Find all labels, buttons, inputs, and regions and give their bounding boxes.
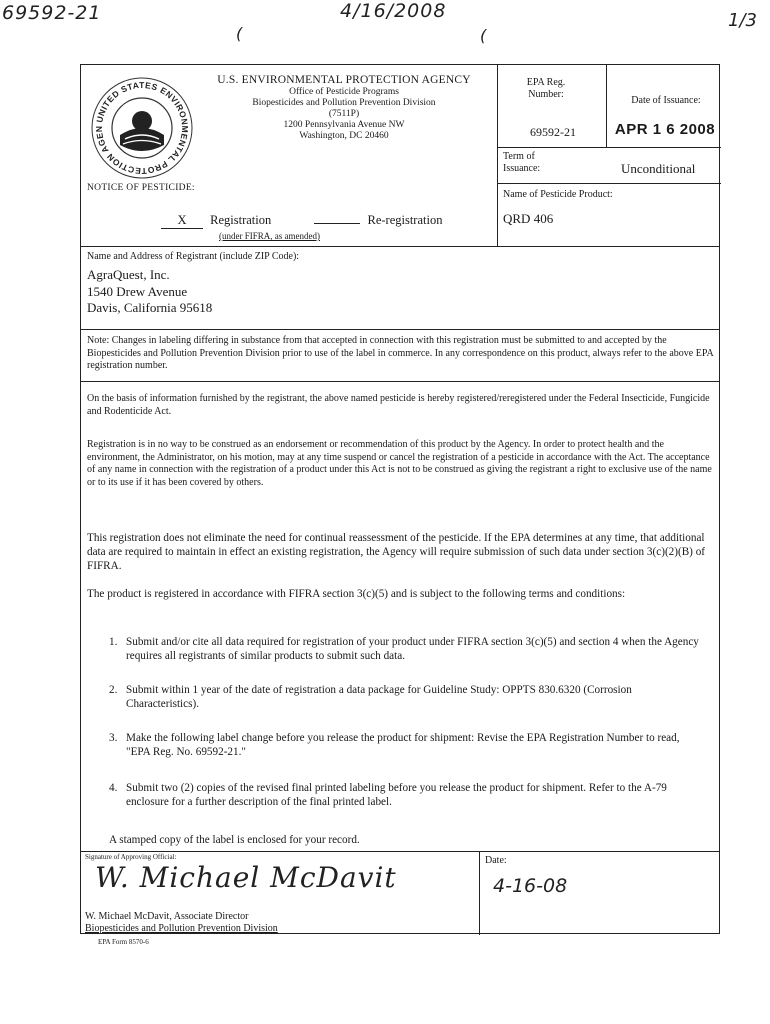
- agency-mailcode: (7511P): [328, 109, 360, 119]
- registrant-address: [87, 267, 212, 317]
- epa-reg-number-value: 69592-21: [530, 125, 576, 139]
- epa-seal-icon: [87, 73, 197, 183]
- rule-note-top: [81, 329, 719, 330]
- registration-checkbox-row: [161, 213, 442, 229]
- header-h-rule-1: [497, 147, 721, 148]
- reregistration-label: Re-registration: [367, 213, 443, 227]
- agency-division: Biopesticides and Pollution Prevention Division: [252, 98, 436, 108]
- date-of-issuance-stamp: APR 1 6 2008: [614, 121, 716, 138]
- labeling-note: Note: Changes in labeling differing in substance from that accepted in connection with this registration must be submitted to and accepted by the Biopesticides and Pollution Prevention Division prior to use of the label in commerce. In any correspondence on this product, always refer to the above EPA registration number.: [87, 335, 714, 371]
- agency-office: Office of Pesticide Programs: [289, 87, 399, 97]
- epa-seal: [87, 73, 197, 183]
- condition-3: [109, 731, 705, 759]
- date-label: Date:: [485, 855, 507, 866]
- notice-of-pesticide-form: [80, 64, 720, 934]
- handwritten-sign-date: 4-16-08: [493, 875, 568, 897]
- notice-label: NOTICE OF PESTICIDE:: [87, 183, 195, 193]
- condition-4-number: 4.: [109, 782, 118, 794]
- registrant-city: Davis, California 95618: [87, 300, 213, 315]
- form-number: EPA Form 8570-6: [98, 938, 149, 946]
- registration-mark: X: [161, 213, 203, 229]
- agency-street: 1200 Pennsylvania Avenue NW: [283, 120, 405, 130]
- condition-4-text: Submit two (2) copies of the revised final printed labeling before you release the product for shipment. Refer to the A-79 enclosure for a further description of the final printed label.: [126, 782, 667, 808]
- signature-label: Signature of Approving Official:: [85, 853, 177, 861]
- terms-intro-paragraph: The product is registered in accordance with FIFRA section 3(c)(5) and is subject to the following terms and conditions:: [87, 588, 626, 600]
- header-h-rule-2: [497, 183, 721, 184]
- handwritten-page-number: 1/3: [728, 10, 757, 31]
- paren-mark-left: (: [236, 24, 243, 43]
- header-mid-divider: [606, 65, 607, 147]
- handwritten-reg-number: 69592-21: [2, 2, 102, 24]
- agency-city: Washington, DC 20460: [299, 131, 389, 141]
- under-fifra-note: (under FIFRA, as amended): [219, 231, 320, 241]
- product-name-label: Name of Pesticide Product:: [503, 189, 613, 200]
- condition-2: [109, 683, 705, 711]
- registrant-street: 1540 Drew Avenue: [87, 283, 188, 299]
- condition-2-number: 2.: [109, 684, 118, 696]
- rule-registrant-top: [81, 246, 719, 247]
- header-right-divider: [497, 65, 498, 246]
- rule-note-bottom: [81, 381, 719, 382]
- registration-basis-paragraph: On the basis of information furnished by the registrant, the above named pesticide is hereby registered/reregistered under the Federal Insecticide, Fungicide and Rodenticide Act.: [87, 393, 710, 417]
- reregistration-blank: [314, 223, 360, 224]
- term-of-issuance-value: Unconditional: [621, 161, 696, 176]
- endorsement-disclaimer-paragraph: Registration is in no way to be construed as an endorsement or recommendation of this product by the Agency. In order to protect health and the environment, the Administrator, on his motion, may at any time suspend or cancel the registration of a pesticide in accordance with the Act. The acceptance of any name in connection with the registration of a product under this Act is not to be construed as giving the registrant a right to exclusive use of the name or to its use if it has been covered by others.: [87, 439, 712, 488]
- epa-reg-number-label: EPA Reg. Number:: [526, 77, 566, 100]
- rule-signature-top: [81, 851, 719, 852]
- condition-3-number: 3.: [109, 732, 118, 744]
- stamped-copy-note: A stamped copy of the label is enclosed for your record.: [109, 834, 360, 846]
- signatory-division: Biopesticides and Pollution Prevention Division: [85, 923, 278, 934]
- product-name-value: QRD 406: [503, 211, 554, 226]
- condition-2-text: Submit within 1 year of the date of registration a data package for Guideline Study: OPPTS 830.6320 (Corrosion Characteristics).: [126, 684, 632, 710]
- condition-3-text: Make the following label change before you release the product for shipment: Revise the EPA Registration Number to read, "EPA Reg. No. 69592-21.": [126, 732, 680, 758]
- registrant-company: AgraQuest, Inc.: [87, 267, 170, 282]
- reassessment-paragraph: This registration does not eliminate the need for continual reassessment of the pesticide. If the EPA determines at any time, that additional data are required to maintain in effect an existing registration, the Agency will require submission of such data under section 3(c)(2)(B) of FIFRA.: [87, 532, 706, 572]
- agency-header: [189, 73, 499, 142]
- condition-4: [109, 781, 705, 809]
- registration-label: Registration: [210, 213, 272, 227]
- date-of-issuance-label: Date of Issuance:: [631, 95, 701, 106]
- signatory-name: W. Michael McDavit, Associate Director: [85, 911, 249, 922]
- term-of-issuance-label: Term of Issuance:: [503, 151, 541, 174]
- registrant-label: Name and Address of Registrant (include ZIP Code):: [87, 251, 300, 262]
- condition-1: [109, 635, 705, 663]
- svg-text:UNITED STATES ENVIRONMENTAL PR: UNITED STATES ENVIRONMENTAL PROTECTION AGEN: [93, 79, 191, 177]
- handwritten-date: 4/16/2008: [340, 0, 447, 22]
- agency-name: U.S. ENVIRONMENTAL PROTECTION AGENCY: [217, 74, 471, 86]
- handwritten-signature: W. Michael McDavit: [95, 861, 397, 894]
- condition-1-text: Submit and/or cite all data required for registration of your product under FIFRA section 3(c)(5) and section 4 when the Agency requires all registrants of similar products to submit such data.: [126, 636, 699, 662]
- condition-1-number: 1.: [109, 636, 118, 648]
- signature-date-divider: [479, 851, 480, 935]
- paren-mark-right: (: [480, 26, 487, 45]
